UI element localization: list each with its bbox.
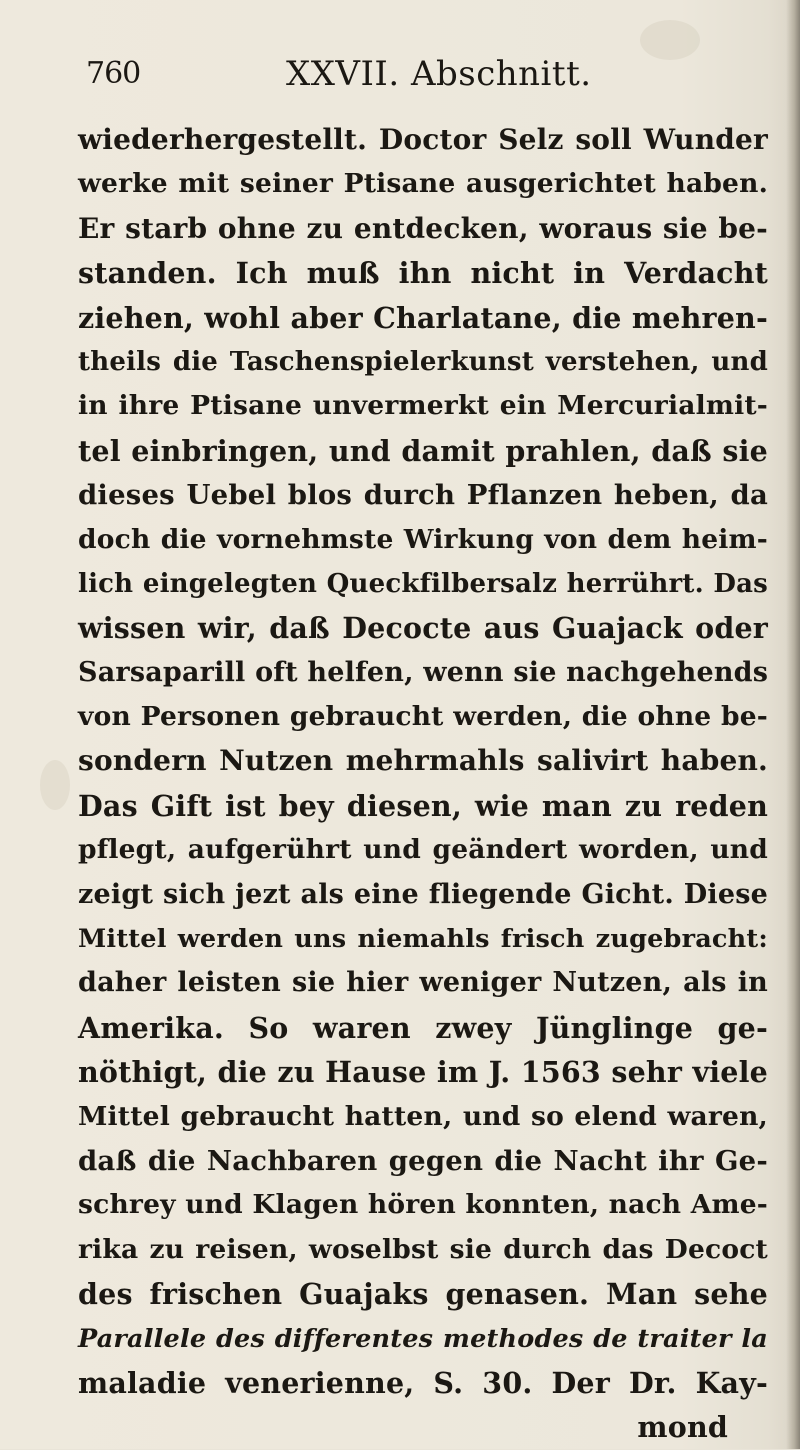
text-line: standen. Ich muß ihn nicht in Verdacht xyxy=(78,256,768,291)
citation-line: maladie venerienne, S. 30. Der Dr. Kay- xyxy=(78,1365,768,1400)
running-head: XXVII. Abschnitt. xyxy=(286,54,592,94)
text-line: schrey und Klagen hören konnten, nach Ame- xyxy=(78,1189,768,1221)
text-line: nöthigt, die zu Hause im J. 1563 sehr viele xyxy=(78,1055,768,1090)
page-header xyxy=(86,54,706,104)
text-line: rika zu reisen, woselbst sie durch das Decoct xyxy=(78,1233,768,1265)
text-line: sondern Nutzen mehrmahls salivirt haben. xyxy=(78,744,768,778)
page-edge-shadow xyxy=(786,0,800,1449)
text-line: Er starb ohne zu entdecken, woraus sie be- xyxy=(78,211,768,245)
text-line: werke mit seiner Ptisane ausgerichtet haben. xyxy=(78,168,768,200)
text-line: von Personen gebraucht werden, die ohne be- xyxy=(78,701,768,733)
paper-stain xyxy=(40,760,70,810)
text-line: Das Gift ist bey diesen, wie man zu reden xyxy=(78,788,768,823)
text-line: daß die Nachbaren gegen die Nacht ihr Ge- xyxy=(78,1144,768,1177)
text-line: theils die Taschenspielerkunst verstehen, und xyxy=(78,346,768,377)
text-line: zeigt sich jezt als eine fliegende Gicht. Diese xyxy=(78,878,768,910)
text-line: wissen wir, daß Decocte aus Guajack oder xyxy=(78,611,768,646)
text-line: Mittel gebraucht hatten, und so elend waren, xyxy=(78,1100,768,1132)
text-line: lich eingelegten Queckfilbersalz herrührt. Das xyxy=(78,568,768,599)
text-line: dieses Uebel blos durch Pflanzen heben, da xyxy=(78,479,768,512)
text-line: ziehen, wohl aber Charlatane, die mehren- xyxy=(78,300,768,335)
catchword: mond xyxy=(637,1410,728,1445)
text-line: Mittel werden uns niemahls frisch zugebracht: xyxy=(78,924,768,955)
text-line: pflegt, aufgerührt und geändert worden, und xyxy=(78,834,768,866)
body-text xyxy=(78,118,768,1450)
page-number: 760 xyxy=(86,56,141,91)
text-line: des frischen Guajaks genasen. Man sehe xyxy=(78,1277,768,1312)
text-line: doch die vornehmste Wirkung von dem heim- xyxy=(78,523,768,555)
text-line: daher leisten sie hier weniger Nutzen, als in xyxy=(78,967,768,999)
text-line: Amerika. So waren zwey Jünglinge ge- xyxy=(78,1010,768,1045)
text-line: tel einbringen, und damit prahlen, daß sie xyxy=(78,433,768,468)
text-line: wiederhergestellt. Doctor Selz soll Wunder xyxy=(78,123,768,156)
citation-line: Parallele des differentes methodes de traiter la xyxy=(78,1323,768,1354)
text-line: Sarsaparill oft helfen, wenn sie nachgehends xyxy=(78,656,769,688)
text-line: in ihre Ptisane unvermerkt ein Mercurialmit- xyxy=(78,390,768,422)
